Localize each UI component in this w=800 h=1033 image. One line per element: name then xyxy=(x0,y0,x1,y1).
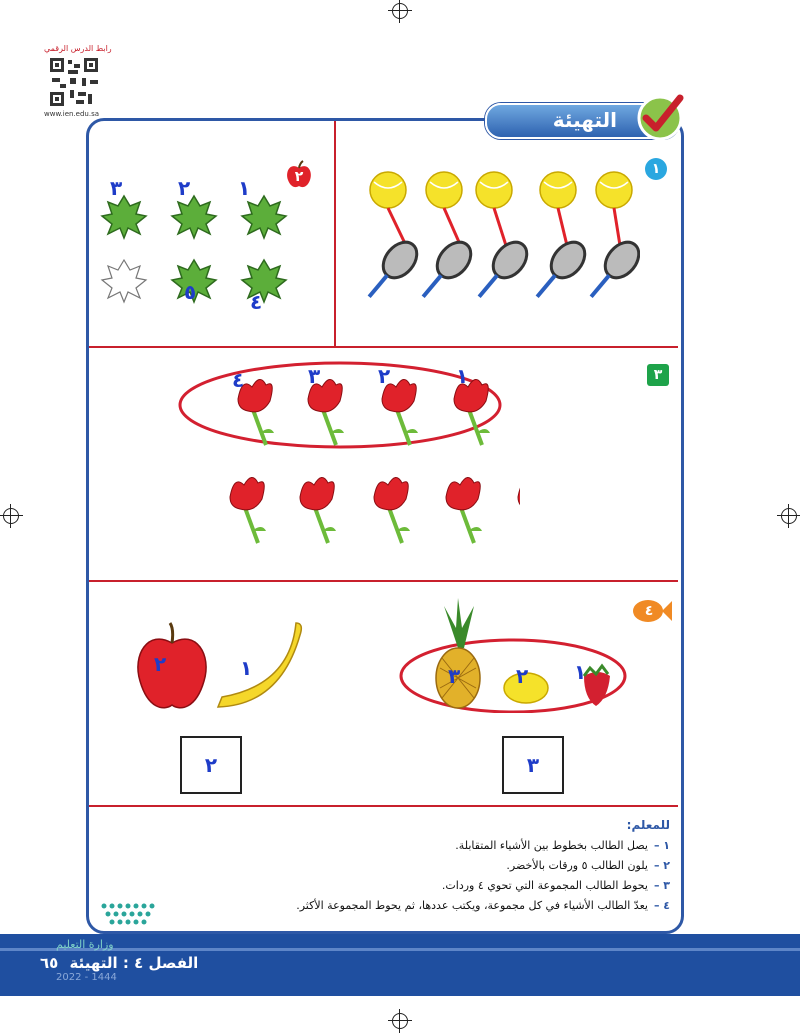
teacher-note-item: ٤ –يعدّ الطالب الأشياء في كل مجموعة، ويكتب عددها، ثم يحوط المجموعة الأكثر. xyxy=(296,899,670,912)
qr-caption: رابط الدرس الرقمي xyxy=(44,44,112,53)
q4-answer-box-right[interactable]: ٣ xyxy=(502,736,564,794)
chapter-title: الفصل ٤ : التهيئة xyxy=(69,954,199,972)
q2-number-3: ٣ xyxy=(110,176,123,200)
checkmark-icon xyxy=(636,94,684,142)
registration-mark-right xyxy=(781,508,797,524)
registration-mark-top xyxy=(392,3,408,19)
ministry-name: وزارة التعليم xyxy=(56,938,114,951)
q3-number-2: ٢ xyxy=(378,364,391,388)
teacher-notes-heading: للمعلم: xyxy=(626,818,670,832)
rose-icon xyxy=(230,379,520,543)
q2-number-1: ١ xyxy=(238,176,251,200)
q4-answer-box-left[interactable]: ٢ xyxy=(180,736,242,794)
q1-matching-illustration xyxy=(340,160,640,325)
teacher-note-item: ١ –يصل الطالب بخطوط بين الأشياء المتقابلة. xyxy=(455,839,670,852)
q4-right-number-3: ٣ xyxy=(448,664,461,688)
registration-mark-bottom xyxy=(392,1013,408,1029)
tennis-ball-icon xyxy=(370,172,632,208)
q3-circled-group xyxy=(180,363,500,447)
apple-icon xyxy=(284,160,314,190)
q2-badge: ٢ xyxy=(294,169,304,185)
q4-right-number-1: ١ xyxy=(574,660,587,684)
q1-badge: ١ xyxy=(645,158,667,180)
q4-left-number-1: ١ xyxy=(240,656,253,680)
q2-number-5: ٥ xyxy=(184,280,197,304)
teacher-note-item: ٣ –يحوط الطالب المجموعة التي تحوي ٤ وردات. xyxy=(441,879,670,892)
divider-row-2 xyxy=(89,580,678,582)
q4-right-group-illustration xyxy=(398,598,630,713)
chapter-label xyxy=(40,954,198,972)
q2-number-4: ٤ xyxy=(250,290,263,314)
q3-number-3: ٣ xyxy=(308,364,321,388)
edition-year: 2022 - 1444 xyxy=(56,972,117,983)
q4-left-number-2: ٢ xyxy=(154,652,167,676)
q2-leaves-illustration xyxy=(96,190,306,320)
qr-url: www.ien.edu.sa xyxy=(44,110,100,118)
page-title: التهيئة xyxy=(552,108,617,132)
banana-icon xyxy=(218,623,301,707)
tennis-racket-icon xyxy=(358,236,640,306)
ministry-logo-icon xyxy=(98,900,158,930)
qr-code[interactable] xyxy=(48,56,100,108)
q3-number-1: ١ xyxy=(456,364,469,388)
page-number: ٦٥ xyxy=(40,954,59,972)
pineapple-icon xyxy=(436,598,480,708)
fish-icon xyxy=(632,598,672,624)
divider-row-3 xyxy=(89,805,678,807)
footer-band xyxy=(0,948,800,951)
q4-badge: ٤ xyxy=(644,603,654,619)
q2-number-2: ٢ xyxy=(178,176,191,200)
q3-number-4: ٤ xyxy=(232,368,245,392)
q3-badge: ٣ xyxy=(647,364,669,386)
divider-row-1 xyxy=(89,346,678,348)
q4-right-number-2: ٢ xyxy=(516,664,529,688)
teacher-notes xyxy=(220,818,670,919)
divider-vertical xyxy=(334,121,336,347)
apple-fruit-icon xyxy=(138,623,206,708)
teacher-note-item: ٢ –يلون الطالب ٥ ورقات بالأخضر. xyxy=(506,859,670,872)
registration-mark-left xyxy=(3,508,19,524)
strawberry-icon xyxy=(584,666,610,706)
